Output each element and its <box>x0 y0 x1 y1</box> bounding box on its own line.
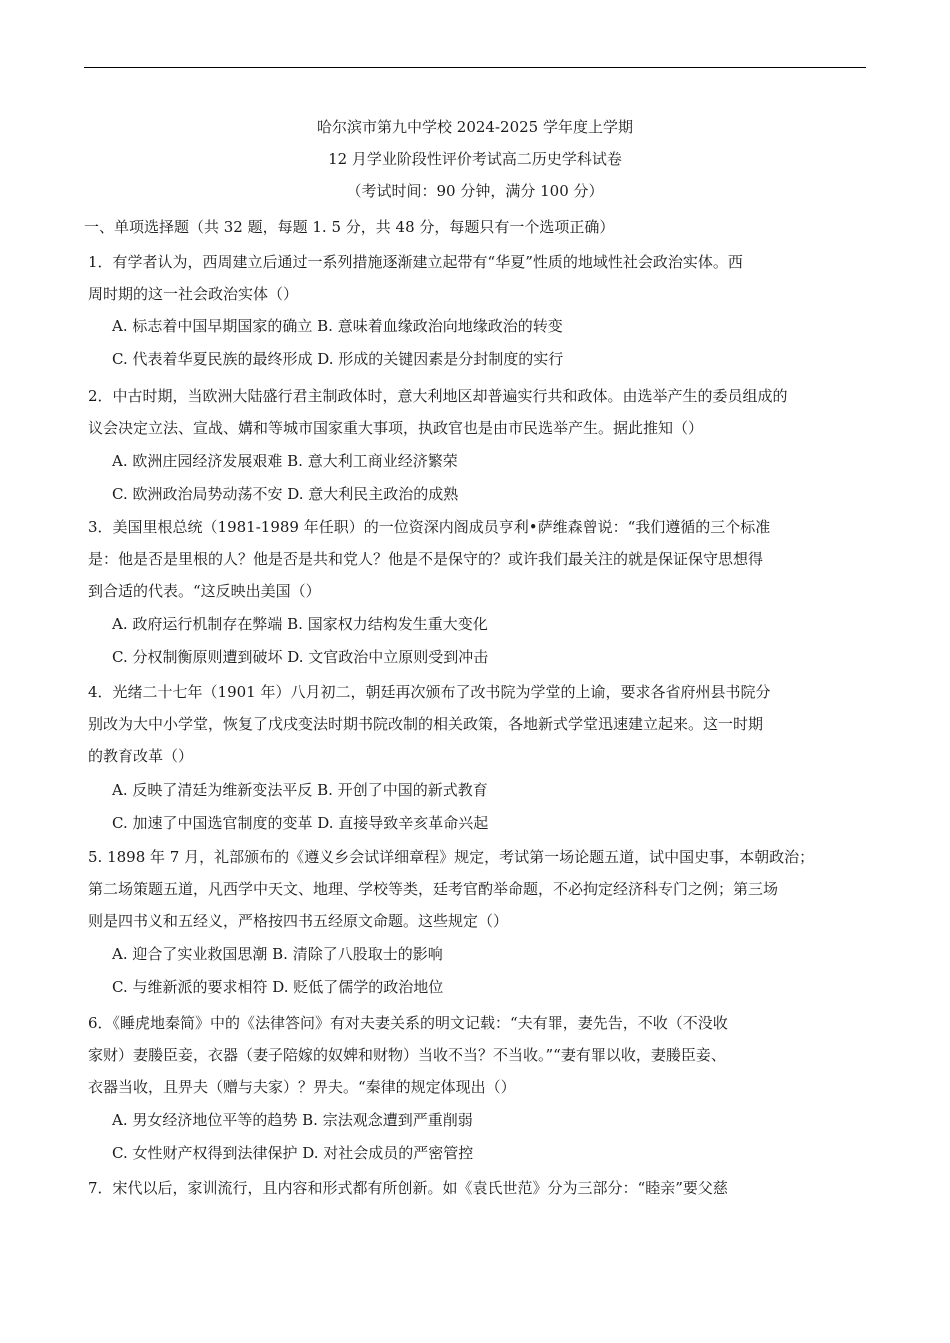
question-3-options-ab: A. 政府运行机制存在弊端 B. 国家权力结构发生重大变化 <box>112 615 488 633</box>
question-3-line-3: 到合适的代表。“这反映出美国（） <box>88 582 321 600</box>
question-5-line-2: 第二场策题五道，凡西学中天文、地理、学校等类，廷考官酌举命题，不必拘定经济科专门之例；第三场 <box>88 880 779 898</box>
question-6-options-ab: A. 男女经济地位平等的趋势 B. 宗法观念遭到严重削弱 <box>112 1111 473 1129</box>
question-1-options-ab: A. 标志着中国早期国家的确立 B. 意味着血缘政治向地缘政治的转变 <box>112 317 563 335</box>
question-6-line-3: 衣器当收，且畀夫（赠与夫家）？畀夫。“秦律的规定体现出（） <box>88 1078 516 1096</box>
question-3-line-2: 是：他是否是里根的人？他是否是共和党人？他是不是保守的？或许我们最关注的就是保证保守思想得 <box>88 550 764 568</box>
question-1-line-1: 1．有学者认为，西周建立后通过一系列措施逐渐建立起带有“华夏”性质的地域性社会政治实体。西 <box>88 253 743 271</box>
top-rule <box>84 67 866 68</box>
question-1-line-2: 周时期的这一社会政治实体（） <box>88 285 299 303</box>
question-7-line-1: 7．宋代以后，家训流行，且内容和形式都有所创新。如《袁氏世范》分为三部分：“睦亲”要父慈 <box>88 1179 728 1197</box>
section-title: 一、单项选择题（共 32 题，每题 1. 5 分，共 48 分，每题只有一个选项正确） <box>84 218 615 236</box>
question-2-line-2: 议会决定立法、宣战、媾和等城市国家重大事项，执政官也是由市民选举产生。据此推知（） <box>88 419 704 437</box>
question-5-line-3: 则是四书义和五经义，严格按四书五经原文命题。这些规定（） <box>88 912 509 930</box>
question-3-line-1: 3．美国里根总统（1981-1989 年任职）的一位资深内阁成员亨利•萨维森曾说：“我们遵循的三个标准 <box>88 518 771 536</box>
question-4-line-3: 的教育改革（） <box>88 747 194 765</box>
question-3-options-cd: C. 分权制衡原则遭到破坏 D. 文官政治中立原则受到冲击 <box>112 648 489 666</box>
question-5-line-1: 5. 1898 年 7 月，礼部颁布的《遵义乡会试详细章程》规定，考试第一场论题五道，试中国史事，本朝政治； <box>88 848 815 866</box>
question-2-options-cd: C. 欧洲政治局势动荡不安 D. 意大利民主政治的成熟 <box>112 485 459 503</box>
question-1-options-cd: C. 代表着华夏民族的最终形成 D. 形成的关键因素是分封制度的实行 <box>112 350 564 368</box>
question-6-options-cd: C. 女性财产权得到法律保护 D. 对社会成员的严密管控 <box>112 1144 474 1162</box>
exam-time: （考试时间：90 分钟，满分 100 分） <box>346 182 604 200</box>
question-4-options-cd: C. 加速了中国选官制度的变革 D. 直接导致辛亥革命兴起 <box>112 814 489 832</box>
question-5-options-ab: A. 迎合了实业救国思潮 B. 清除了八股取士的影响 <box>112 945 443 963</box>
question-6-line-1: 6．《睡虎地秦简》中的《法律答问》有对夫妻关系的明文记载：“夫有罪，妻先告，不收（不没收 <box>88 1014 728 1032</box>
question-2-line-1: 2．中古时期，当欧洲大陆盛行君主制政体时，意大利地区却普遍实行共和政体。由选举产生的委员组成的 <box>88 387 788 405</box>
question-5-options-cd: C. 与维新派的要求相符 D. 贬低了儒学的政治地位 <box>112 978 444 996</box>
question-4-line-2: 别改为大中小学堂，恢复了戊戌变法时期书院改制的相关政策，各地新式学堂迅速建立起来。这一时期 <box>88 715 764 733</box>
question-4-line-1: 4．光绪二十七年（1901 年）八月初二，朝廷再次颁布了改书院为学堂的上谕，要求各省府州县书院分 <box>88 683 771 701</box>
question-6-line-2: 家财）妻媵臣妾，衣器（妻子陪嫁的奴婢和财物）当收不当？不当收。”“妻有罪以收，妻媵臣妾、 <box>88 1046 726 1064</box>
question-4-options-ab: A. 反映了清廷为维新变法平反 B. 开创了中国的新式教育 <box>112 781 488 799</box>
school-title: 哈尔滨市第九中学校 2024-2025 学年度上学期 <box>317 118 633 136</box>
question-2-options-ab: A. 欧洲庄园经济发展艰难 B. 意大利工商业经济繁荣 <box>112 452 458 470</box>
exam-title: 12 月学业阶段性评价考试高二历史学科试卷 <box>328 150 622 168</box>
